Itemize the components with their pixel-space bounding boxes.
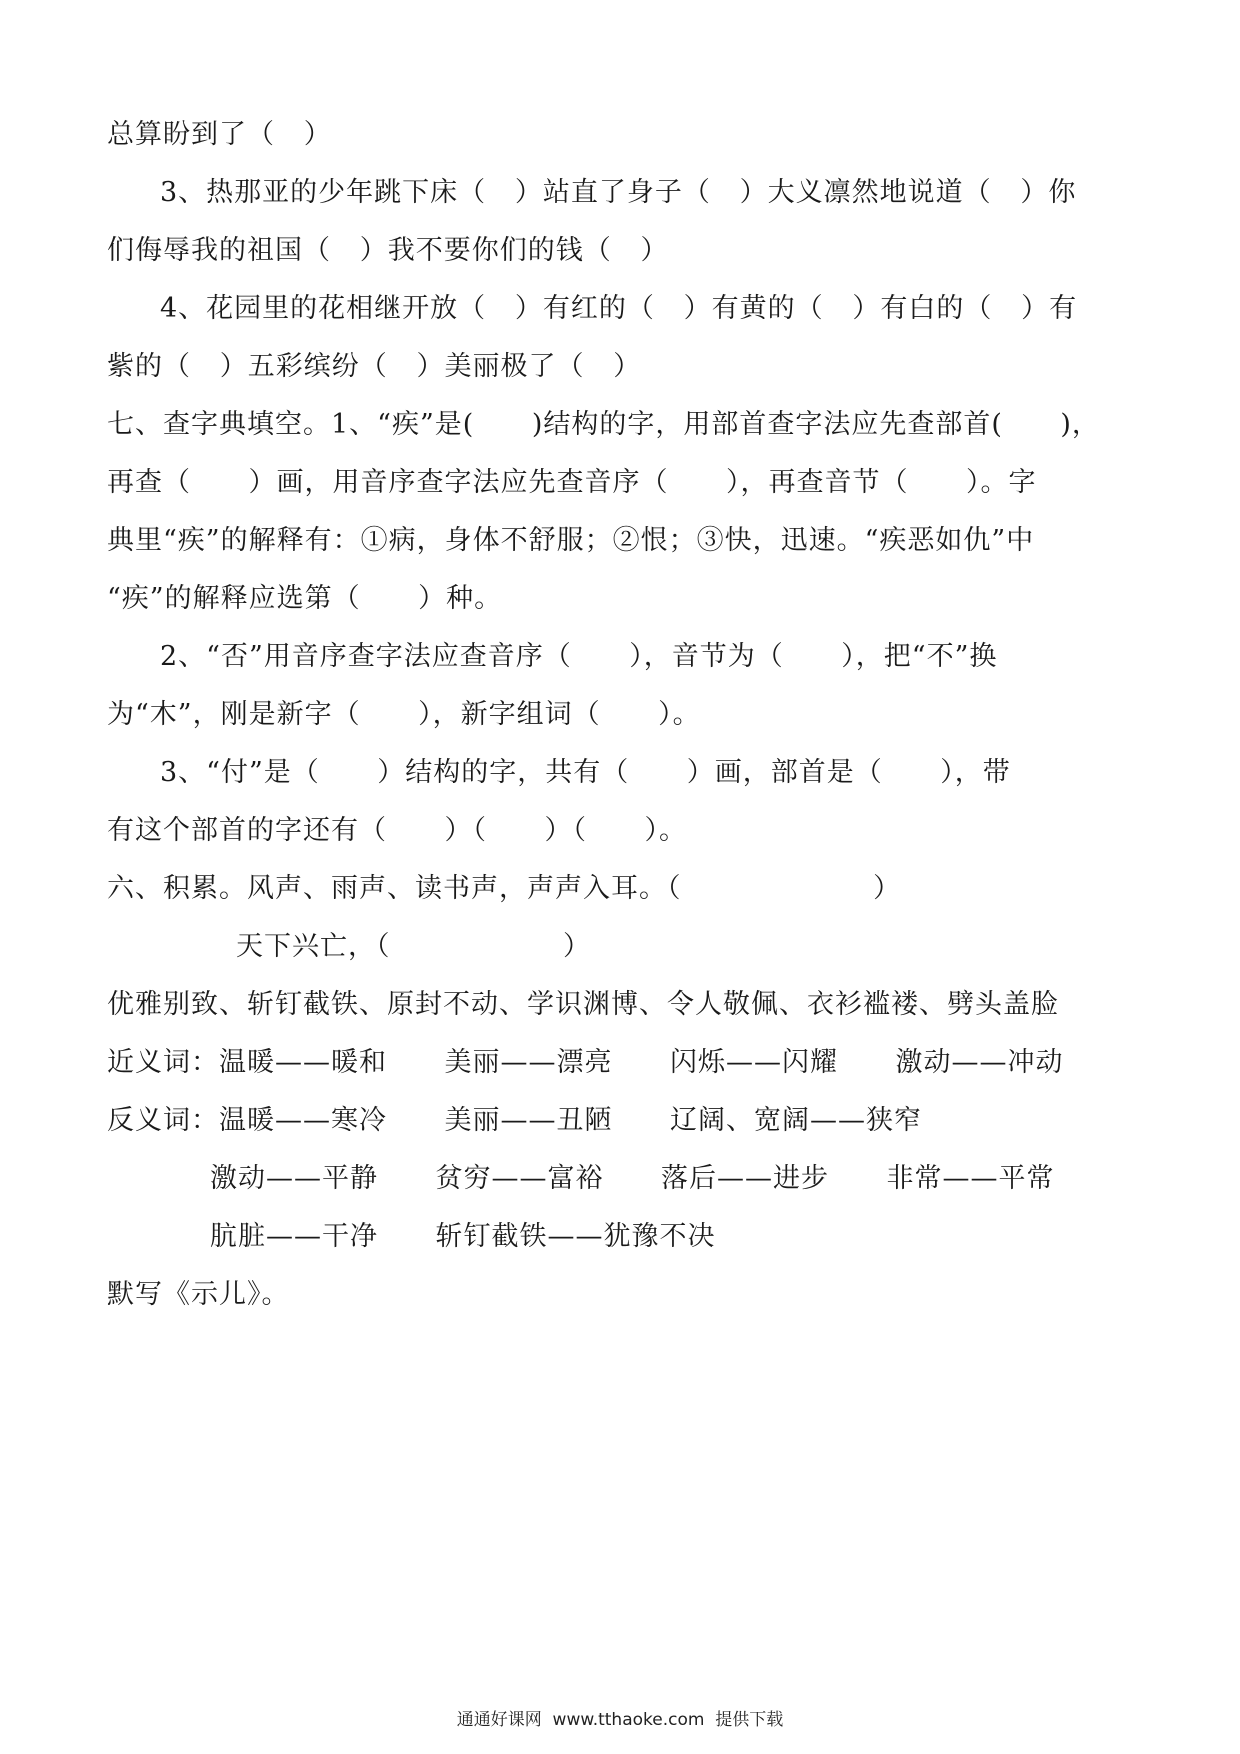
page-footer: 通通好课网 www.tthaoke.com 提供下载 xyxy=(456,1710,784,1730)
text-line-10: 2、“否”用音序查字法应查音序（ ），音节为（ ），把“不”换 xyxy=(160,641,998,672)
text-line-2: 3、热那亚的少年跳下床（ ）站直了身子（ ）大义凛然地说道（ ）你 xyxy=(160,177,1077,208)
text-line-20: 肮脏——干净 斩钉截铁——犹豫不决 xyxy=(210,1221,716,1252)
text-line-14: 六、积累。风声、雨声、读书声，声声入耳。（ ） xyxy=(107,873,902,904)
text-line-4: 4、花园里的花相继开放（ ）有红的（ ）有黄的（ ）有白的（ ）有 xyxy=(160,293,1078,324)
text-line-7: 再查（ ）画，用音序查字法应先查音序（ ），再查音节（ ）。字 xyxy=(107,467,1037,498)
text-line-16: 优雅别致、斩钉截铁、原封不动、学识渊博、令人敬佩、衣衫褴褛、劈头盖脸 xyxy=(107,989,1059,1020)
text-line-9: “疾”的解释应选第（ ）种。 xyxy=(107,583,503,614)
text-line-11: 为“木”，刚是新字（ ），新字组词（ ）。 xyxy=(107,699,701,730)
text-line-8: 典里“疾”的解释有：①病，身体不舒服；②恨；③快，迅速。“疾恶如仇”中 xyxy=(107,525,1035,556)
text-line-17: 近义词：温暖——暖和 美丽——漂亮 闪烁——闪耀 激动——冲动 xyxy=(107,1047,1064,1078)
text-line-15: 天下兴亡，（ ） xyxy=(236,931,591,962)
text-line-5: 紫的（ ）五彩缤纷（ ）美丽极了（ ） xyxy=(107,351,642,382)
text-line-19: 激动——平静 贫穷——富裕 落后——进步 非常——平常 xyxy=(210,1163,1055,1194)
text-line-21: 默写《示儿》。 xyxy=(107,1279,290,1310)
text-line-13: 有这个部首的字还有（ ）（ ）（ ）。 xyxy=(107,815,687,846)
text-line-1: 总算盼到了（ ） xyxy=(107,119,332,150)
text-line-12: 3、“付”是（ ）结构的字，共有（ ）画，部首是（ ），带 xyxy=(160,757,1011,788)
text-line-18: 反义词：温暖——寒冷 美丽——丑陋 辽阔、宽阔——狭窄 xyxy=(107,1105,922,1136)
text-line-6: 七、查字典填空。1、“疾”是( )结构的字，用部首查字法应先查部首( )， xyxy=(107,409,1100,440)
text-line-3: 们侮辱我的祖国（ ）我不要你们的钱（ ） xyxy=(107,235,669,266)
